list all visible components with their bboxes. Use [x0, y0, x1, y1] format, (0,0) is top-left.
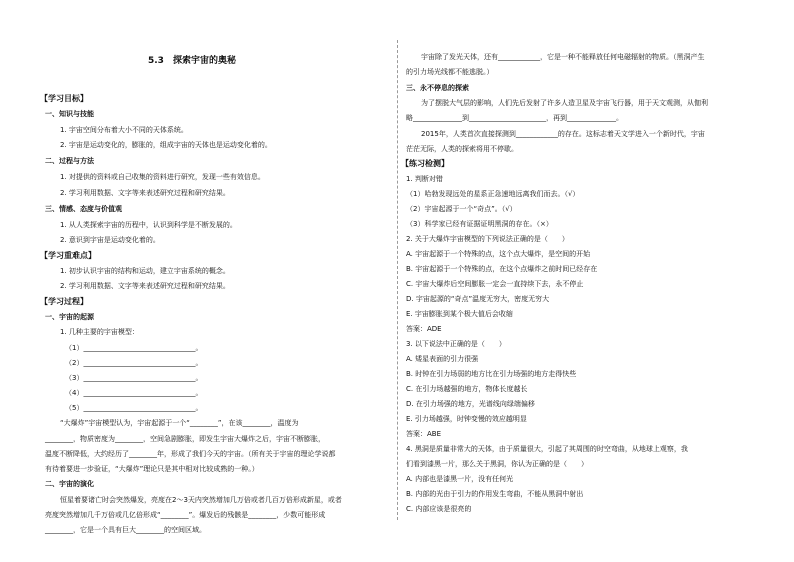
page-title: 5.3 探索宇宙的奥秘 [148, 56, 236, 66]
text-line: 的引力场光线都不能逃脱。） [406, 68, 494, 76]
text-line: 2015年，人类首次直接探测到____________的存在。这标志着天文学进入一个新时代，宇宙 [421, 130, 705, 138]
option-line: A. 内部也是漆黑一片，没有任何光 [406, 475, 514, 483]
text-line: 1. 从人类探索宇宙的历程中，认识到科学是不断发展的。 [60, 221, 237, 229]
option-line: B. 宇宙起源于一个特殊的点，在这个点爆炸之前时间已经存在 [406, 265, 598, 273]
subsection-header: 二、宇宙的演化 [45, 480, 94, 488]
blank-line: （4）________________________________。 [65, 389, 203, 397]
text-line: 1. 几种主要的宇宙模型： [60, 328, 139, 336]
option-line: E. 宇宙膨胀到某个极大值后会收缩 [406, 310, 513, 318]
text-line: 1. 宇宙空间分布着大小不同的天体系统。 [60, 126, 188, 134]
text-line: 为了摆脱大气层的影响，人们先后发射了许多人造卫星及宇宙飞行器，用于天文观测，从伽利 [421, 99, 708, 107]
text-line: 2. 学习利用数据、文字等来表述研究过程和研究结果。 [60, 189, 230, 197]
answer-line: 答案：ADE [406, 325, 442, 333]
text-line: ________，物质密度为________，空间急剧膨胀，即发生宇宙大爆炸之后，宇宙不断膨胀， [45, 435, 325, 443]
section-header: 【学习目标】 [40, 94, 88, 103]
question-line: 2. 关于大爆炸宇宙模型的下列说法正确的是（ ） [406, 235, 569, 243]
option-line: D. 在引力场强的地方，光谱线向绿端偏移 [406, 400, 535, 408]
text-line: 恒星着要诸亡时会突然爆发，亮度在2～3天内突然增加几万倍或者几百万倍形成新星，或者 [60, 496, 342, 504]
text-line: 温度不断降低，大约经历了________年，形成了我们今天的宇宙。（所有关于宇宙的理论学说都 [45, 450, 336, 458]
option-line: B. 内部的光由于引力的作用发生弯曲，不能从黑洞中射出 [406, 490, 584, 498]
option-line: D. 宇宙起源的“奇点”温度无穷大，密度无穷大 [406, 295, 550, 303]
question-line: 3. 以下说法中正确的是（ ） [406, 340, 506, 348]
blank-line: （2）________________________________。 [65, 359, 203, 367]
subsection-header: 三、情感、态度与价值观 [45, 205, 122, 213]
option-line: B. 时钟在引力场弱的地方比在引力场强的地方走得快些 [406, 370, 577, 378]
question-line: 4. 黑洞是质量非常大的天体，由于质量很大，引起了其周围的时空弯曲，从地球上观察，我 [406, 445, 688, 453]
text-line: 2. 学习利用数据、文字等来表述研究过程和研究结果。 [60, 282, 230, 290]
blank-line: （1）________________________________。 [65, 344, 203, 352]
subsection-header: 一、宇宙的起源 [45, 313, 94, 321]
answer-line: 答案：ABE [406, 430, 442, 438]
subsection-header: 一、知识与技能 [45, 110, 94, 118]
blank-line: （3）________________________________。 [65, 374, 203, 382]
text-line: 2. 宇宙是运动变化的，膨胀的，组成宇宙的天体也是运动变化着的。 [60, 141, 272, 149]
question-line: （2）宇宙起源于一个“奇点”。（√） [406, 205, 517, 213]
right-column [397, 0, 794, 562]
section-header: 【学习重难点】 [40, 251, 96, 260]
section-header: 【练习检测】 [401, 159, 449, 168]
text-line: 宇宙除了发光天体，还有____________，它是一种不能释放任何电磁辐射的物质。（黑洞产生 [421, 53, 705, 61]
option-line: C. 内部应该是很亮的 [406, 505, 472, 513]
text-line: “大爆炸”宇宙模型认为，宇宙起源于一个“________”，在该________，温度为 [60, 419, 299, 427]
text-line: 有待着要进一步验证，“大爆炸”理论只是其中相对比较成熟的一种。） [45, 465, 259, 473]
question-line: （3）科学家已经有证据证明黑洞的存在。（×） [406, 220, 553, 228]
option-line: A. 宇宙起源于一个特殊的点，这个点大爆炸，是空间的开始 [406, 250, 591, 258]
text-line: 亮度突然增加几千万倍或几亿倍形成“________”。爆发后的残骸是________，少数可能形成 [45, 511, 326, 519]
option-line: A. 矮星表面的引力很强 [406, 355, 479, 363]
option-line: C. 在引力场越强的地方，物体长度越长 [406, 385, 528, 393]
subsection-header: 三、永不停息的探索 [406, 84, 469, 92]
option-line: C. 宇宙大爆炸后空间膨胀一定会一直持续下去，永不停止 [406, 280, 584, 288]
text-line: ________，它是一个具有巨大________的空间区域。 [45, 526, 206, 534]
question-line: （1）哈勃发现远处的星系正急速地远离我们而去。（√） [406, 190, 580, 198]
section-header: 【学习过程】 [40, 297, 88, 306]
question-line: 们看到漆黑一片，那么关于黑洞，你认为正确的是（ ） [406, 460, 588, 468]
question-line: 1. 判断对错 [406, 175, 443, 183]
blank-line: （5）________________________________。 [65, 404, 203, 412]
text-line: 1. 对提供的资料或自己收集的资料进行研究，发现一些有效信息。 [60, 173, 265, 181]
text-line: 1. 初步认识宇宙的结构和运动，建立宇宙系统的概念。 [60, 267, 230, 275]
text-line: 略______________到______________________，再到______________。 [406, 114, 623, 122]
option-line: E. 引力场越强，时钟变慢的效应越明显 [406, 415, 527, 423]
text-line: 茫茫无际，人类的探索将用不停歇。 [406, 145, 518, 153]
subsection-header: 二、过程与方法 [45, 157, 94, 165]
text-line: 2. 意识到宇宙是运动变化着的。 [60, 236, 160, 244]
